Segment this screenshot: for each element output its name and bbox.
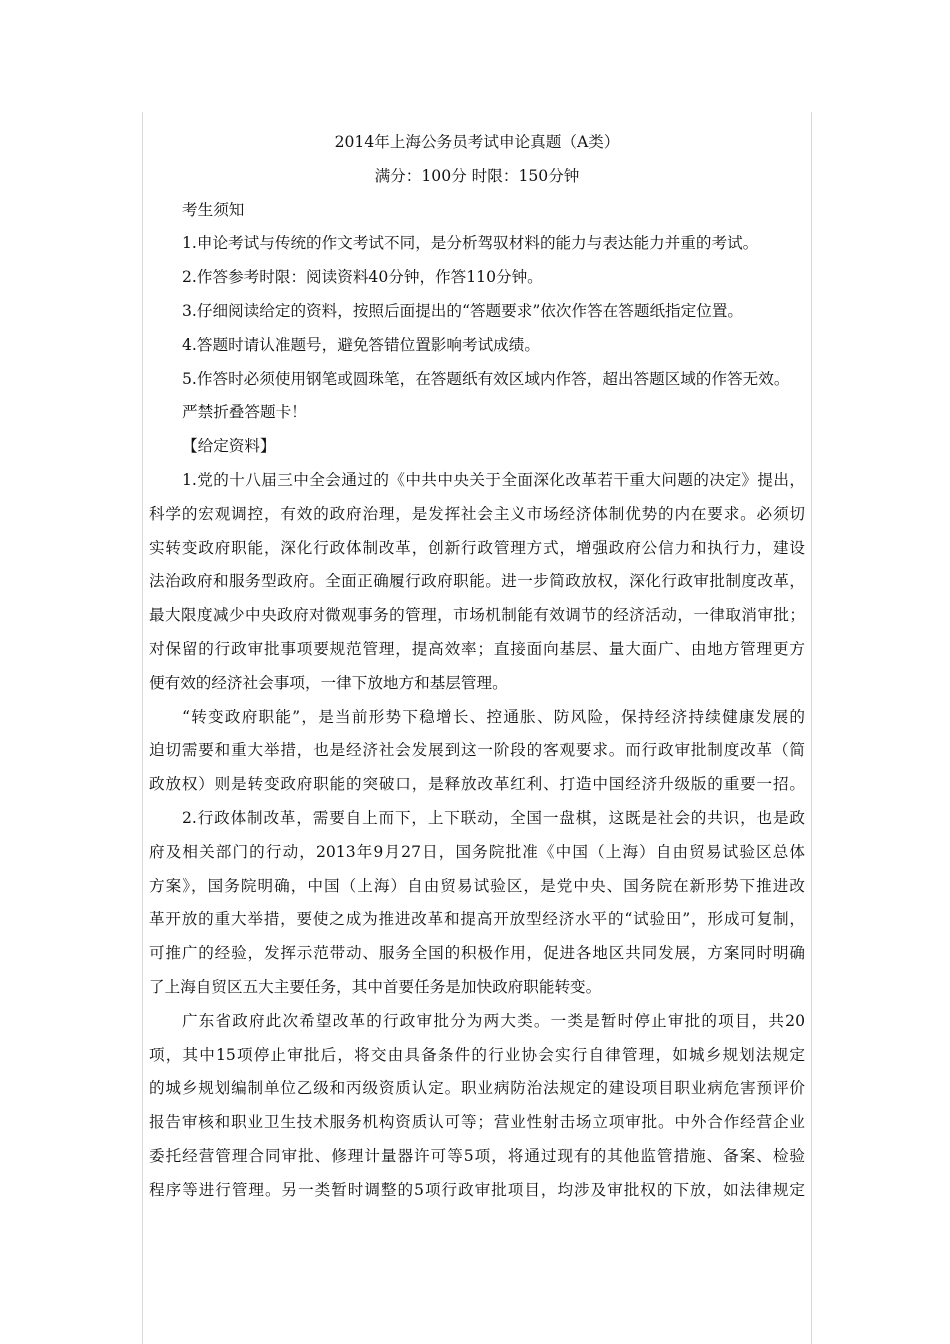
document-title: 2014年上海公务员考试申论真题（A类） (334, 133, 620, 151)
document-body (143, 126, 811, 1208)
paragraph-line: 最大限度减少中央政府对微观事务的管理，市场机制能有效调节的经济活动，一律取消审批； (149, 606, 805, 625)
paragraph-line: 委托经营管理合同审批、修理计量器许可等5项，将通过现有的其他监管措施、备案、检验 (149, 1146, 805, 1165)
paragraph-3 (149, 802, 805, 1005)
paragraph-line: 迫切需要和重大举措，也是经济社会发展到这一阶段的客观要求。而行政审批制度改革（简 (149, 741, 805, 760)
paragraph-4 (149, 1005, 805, 1208)
notice-item: 4.答题时请认准题号，避免答错位置影响考试成绩。 (182, 335, 540, 354)
paragraph-line: 府及相关部门的行动，2013年9月27日，国务院批准《中国（上海）自由贸易试验区总体 (149, 842, 805, 861)
paragraph-line: 便有效的经济社会事项，一律下放地方和基层管理。 (149, 673, 508, 692)
notice-item: 1.申论考试与传统的作文考试不同，是分析驾驭材料的能力与表达能力并重的考试。 (182, 234, 759, 253)
paragraph-line: 方案》，国务院明确，中国（上海）自由贸易试验区，是党中央、国务院在新形势下推进改 (149, 876, 805, 895)
paragraph-line: 2.行政体制改革，需要自上而下，上下联动，全国一盘棋，这既是社会的共识，也是政 (182, 808, 805, 827)
notice-heading: 考生须知 (182, 200, 245, 219)
paragraph-line: 科学的宏观调控，有效的政府治理，是发挥社会主义市场经济体制优势的内在要求。必须切 (149, 504, 805, 523)
notice-item: 2.作答参考时限：阅读资料40分钟，作答110分钟。 (182, 268, 543, 287)
paragraph-line: 革开放的重大举措，要使之成为推进改革和提高开放型经济水平的“试验田”，形成可复制， (149, 910, 805, 929)
paragraph-line: 广东省政府此次希望改革的行政审批分为两大类。一类是暂时停止审批的项目，共20 (182, 1011, 805, 1030)
paragraph-1 (149, 464, 805, 701)
document-sheet (142, 112, 812, 1344)
notice-item: 严禁折叠答题卡！ (182, 403, 307, 422)
paragraph-line: 的城乡规划编制单位乙级和丙级资质认定。职业病防治法规定的建设项目职业病危害预评价 (149, 1079, 805, 1098)
notice-item: 3.仔细阅读给定的资料，按照后面提出的“答题要求”依次作答在答题纸指定位置。 (182, 301, 744, 320)
paragraph-line: 可推广的经验，发挥示范带动、服务全国的积极作用，促进各地区共同发展，方案同时明确 (149, 944, 805, 963)
paragraph-line: 1.党的十八届三中全会通过的《中共中央关于全面深化改革若干重大问题的决定》提出， (182, 470, 805, 489)
paragraph-line: 程序等进行管理。另一类暂时调整的5项行政审批项目，均涉及审批权的下放，如法律规定 (149, 1180, 805, 1199)
paragraph-line: 报告审核和职业卫生技术服务机构资质认可等；营业性射击场立项审批。中外合作经营企业 (149, 1113, 805, 1132)
paragraph-line: 实转变政府职能，深化行政体制改革，创新行政管理方式，增强政府公信力和执行力，建设 (149, 538, 805, 557)
notice-item: 5.作答时必须使用钢笔或圆珠笔，在答题纸有效区域内作答，超出答题区域的作答无效。 (182, 369, 790, 388)
paragraph-line: 对保留的行政审批事项要规范管理，提高效率；直接面向基层、量大面广、由地方管理更方 (149, 639, 805, 658)
paragraph-line: 了上海自贸区五大主要任务，其中首要任务是加快政府职能转变。 (149, 977, 602, 996)
paragraph-line: 政放权）则是转变政府职能的突破口，是释放改革红利、打造中国经济升级版的重要一招。 (149, 775, 805, 794)
paragraph-line: 法治政府和服务型政府。全面正确履行政府职能。进一步简政放权，深化行政审批制度改革， (149, 572, 805, 591)
materials-heading: 【给定资料】 (182, 437, 276, 456)
paragraph-line: “转变政府职能”，是当前形势下稳增长、控通胀、防风险，保持经济持续健康发展的 (182, 707, 805, 726)
document-subtitle: 满分：100分 时限：150分钟 (374, 166, 580, 185)
paragraph-line: 项，其中15项停止审批后，将交由具备条件的行业协会实行自律管理，如城乡规划法规定 (149, 1045, 805, 1064)
paragraph-2 (149, 701, 805, 802)
